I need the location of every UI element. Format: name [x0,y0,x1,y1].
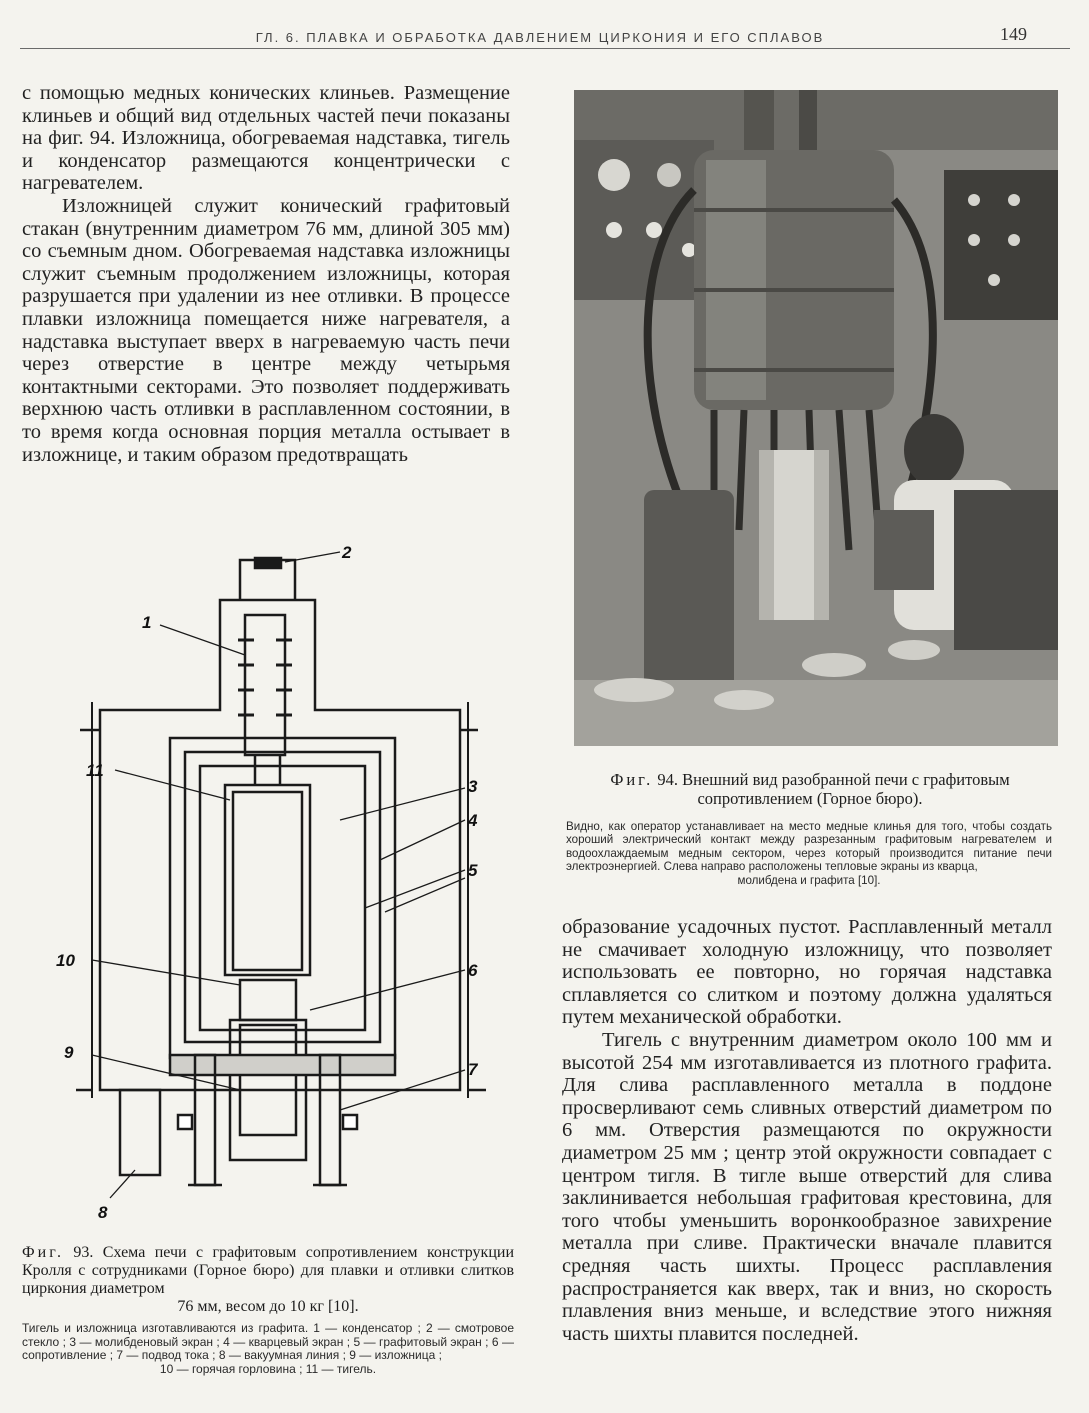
running-head: ГЛ. 6. ПЛАВКА И ОБРАБОТКА ДАВЛЕНИЕМ ЦИРКОНИЯ И ЕГО СПЛАВОВ [255,30,825,45]
fig93-label: Фиг. [22,1244,64,1261]
diagram-label-5: 5 [468,861,478,880]
right-paragraph-2: Тигель с внутренним диаметром около 100 мм и высотой 254 мм изготавливается из плотного графита. Для слива расплавленного металла в поддоне просверливают семь сливных отверстий диаметром по 6 мм. Отверстия размещаются по окружности диаметром 25 мм ; центр этой окружности совпадает с центром тигля. В тигле выше отверстий для слива заклинивается небольшая графитовая крестовина, для того чтобы уменьшить воронкообразное завихрение металла при сливе. Практически вначале плавится средняя часть шихты. Процесс расплавления распространяется как вверх, так и вниз, но скорость плавления вниз меньше, и вследствие этого нижняя часть шихты плавится последней. [562,1028,1052,1345]
right-paragraph-1: образование усадочных пустот. Расплавленный металл не смачивает холодную изложницу, что позволяет использовать ее повторно, но горячая надставка сплавляется со слитком и поэтому должна удаляться путем механической обработки. [562,916,1052,1029]
fig93-caption-end: 76 мм, весом до 10 кг [10]. [177,1298,359,1315]
diagram-label-3: 3 [468,777,478,796]
furnace-schematic-diagram [40,530,540,1230]
fig93-caption [22,1244,514,1316]
diagram-label-9: 9 [64,1043,74,1062]
fig93-note [22,1322,514,1376]
diagram-label-8: 8 [98,1203,108,1222]
fig94-note [566,820,1052,887]
diagram-label-2: 2 [342,543,352,562]
intro-text-block [22,82,510,466]
diagram-label-11: 11 [86,761,104,780]
intro-paragraph-2: Изложницей служит конический графитовый стакан (внутренним диаметром 76 мм, длиной 305 мм) со съемным дном. Обогреваемая надставка изложницы служит съемным продолжением изложницы, которая разрушается при удалении из нее отливки. В процессе плавки изложница помещается ниже нагревателя, а надставка выступает вверх в нагреваемую часть печи через отверстие в центре между четырьмя контактными секторами. Это позволяет поддерживать верхнюю часть отливки в расплавленном состоянии, в то время когда основная порция металла остывает в изложнице, и таким образом предотвращать [22,194,510,466]
fig93-note-end: 10 — горячая горловина ; 11 — тигель. [159,1361,377,1376]
fig94-caption-text: 94. Внешний вид разобранной печи с графитовым сопротивлением (Горное бюро). [657,770,1010,808]
furnace-photograph [574,90,1058,746]
diagram-label-7: 7 [468,1060,478,1079]
right-text-block [562,916,1052,1345]
furnace-photo-drawing [574,90,1058,746]
intro-paragraph-1: с помощью медных конических клиньев. Размещение клиньев и общий вид отдельных частей печи показаны на фиг. 94. Изложница, обогреваемая надставка, тигель и конденсатор размещаются концентрически с нагревателем. [22,82,510,195]
fig94-label: Фиг. [610,770,654,789]
furnace-schematic-drawing [40,530,540,1230]
header-rule [20,48,1070,49]
fig93-note-text: Тигель и изложница изготавливаются из графита. 1 — конденсатор ; 2 — смотровое стекло ; 3 — молибденовый экран ; 4 — кварцевый экран ; 5 — графитовый экран ; 6 — сопротивление ; 7 — подвод тока ; 8 — вакуумная линия ; 9 — изложница ; [22,1321,514,1363]
fig93-caption-text: 93. Схема печи с графитовым сопротивлением конструкции Кролля с сотрудниками (Горное бюро) для плавки и отливки слитков циркония диаметром [22,1244,515,1297]
fig94-note-text: Видно, как оператор устанавливает на место медные клинья для того, чтобы создать хороший электрический контакт между разрезанным графитовым нагревателем и водоохлаждаемым медным сектором, через который производится питание печи электроэнергией. Слева направо расположены тепловые экраны из кварца, [566,820,1052,874]
fig94-caption [562,770,1058,808]
diagram-label-4: 4 [468,811,478,830]
fig94-note-end: молибдена и графита [10]. [737,873,881,887]
page-number: 149 [1000,24,1027,44]
diagram-label-1: 1 [142,613,152,632]
diagram-label-10: 10 [56,951,75,970]
diagram-label-6: 6 [468,961,478,980]
